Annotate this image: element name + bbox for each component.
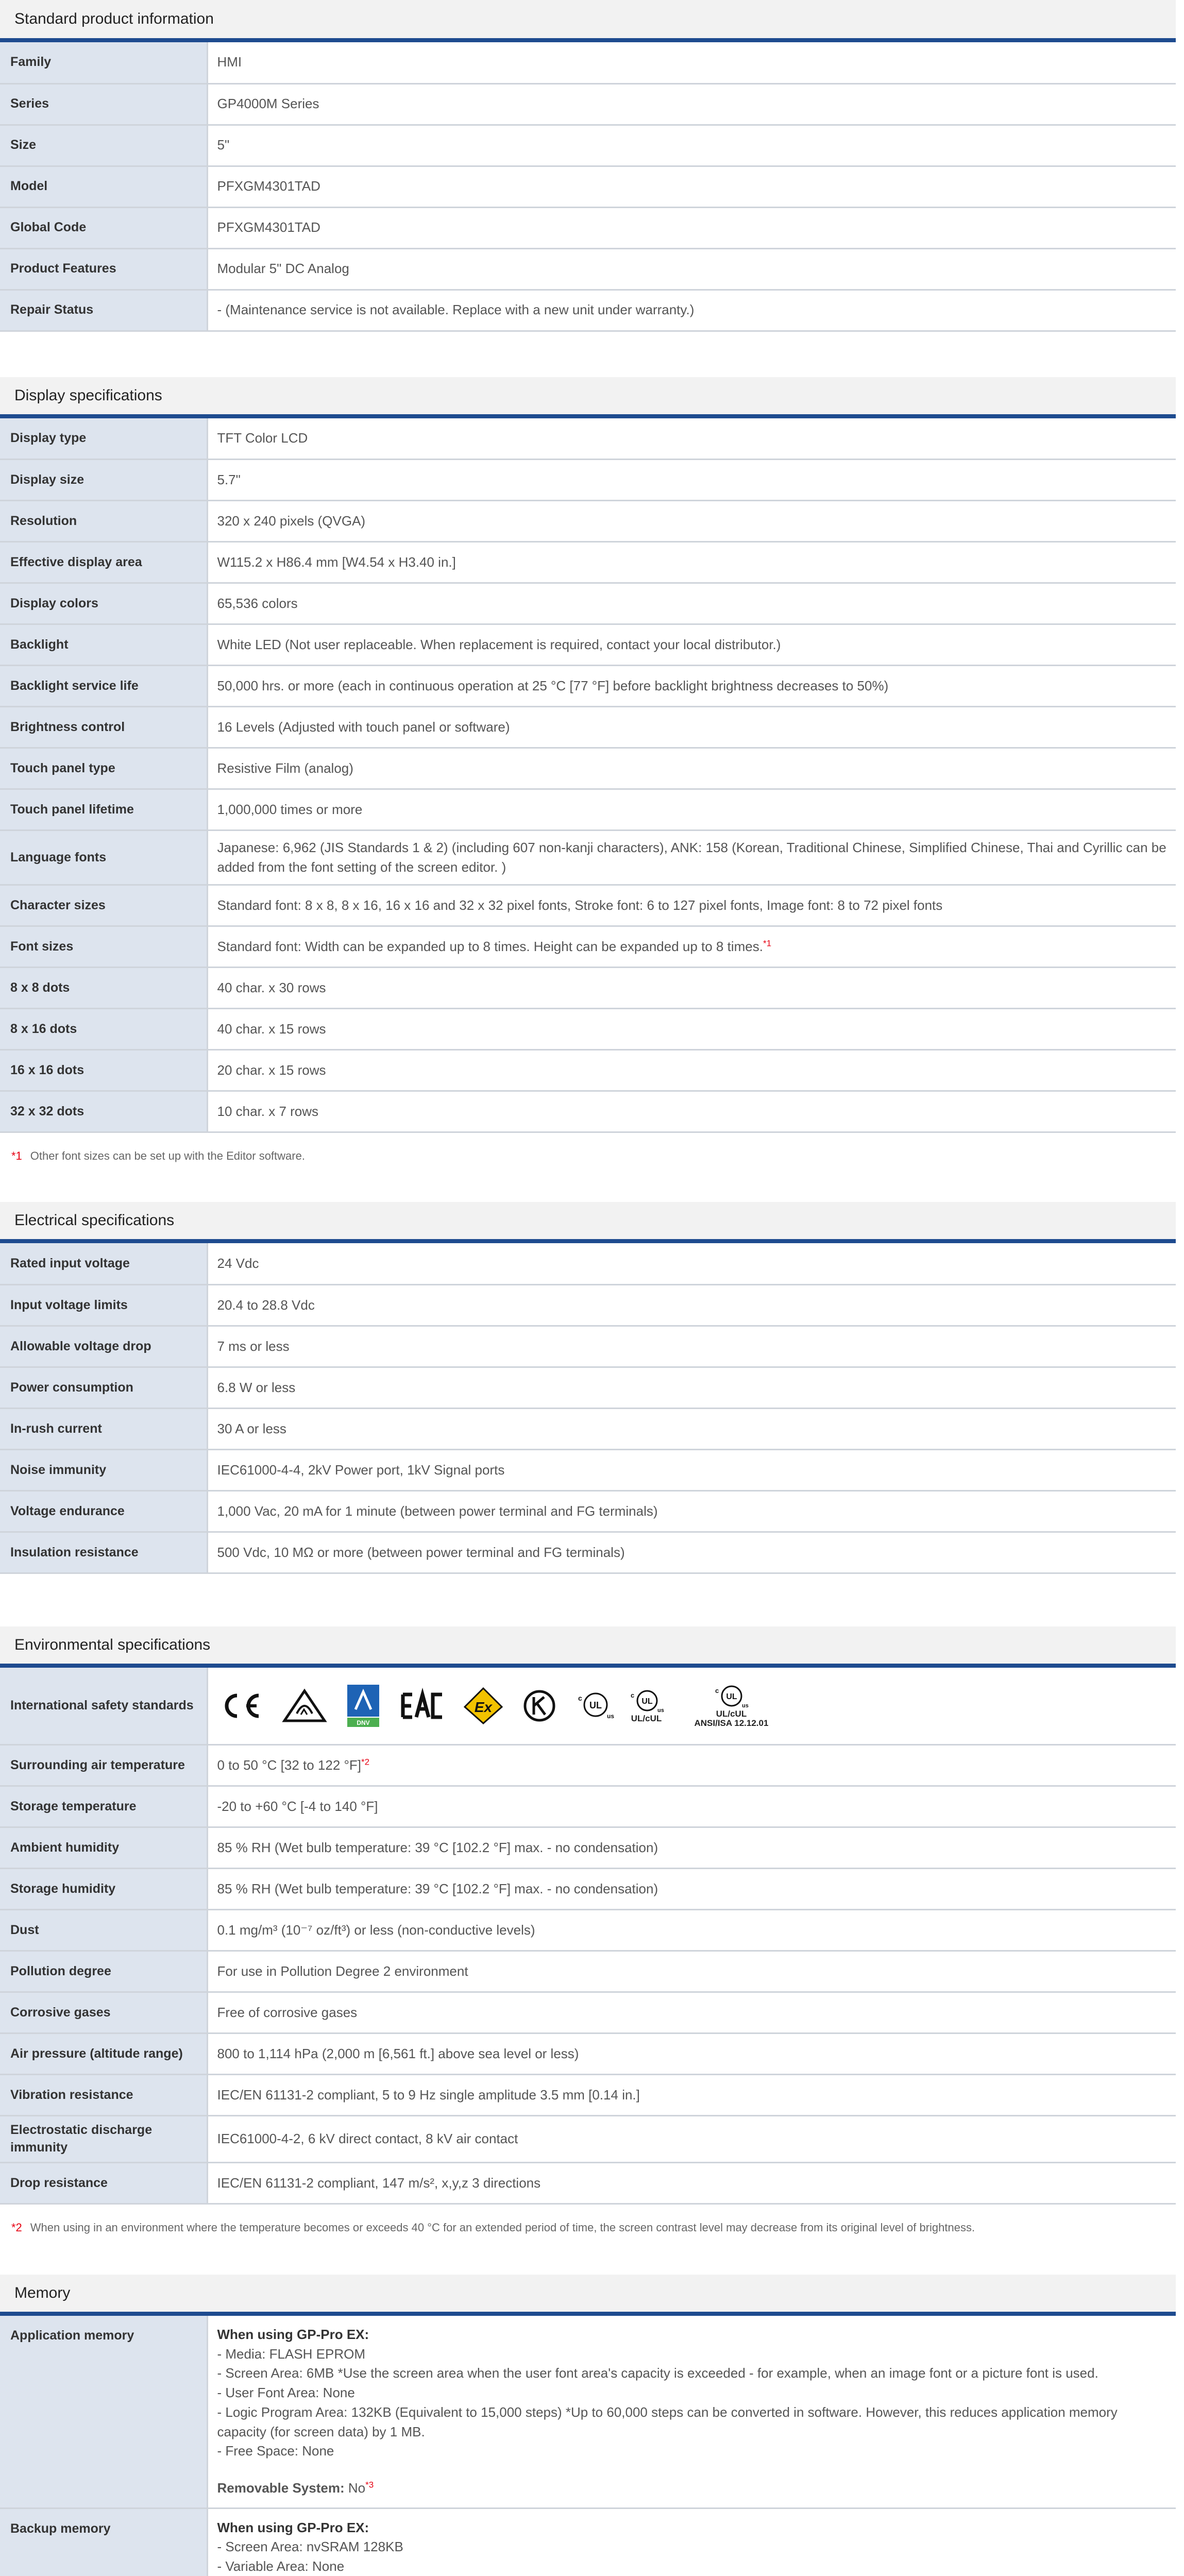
spec-label: Size xyxy=(0,125,207,166)
spec-value-text: Japanese: 6,962 (JIS Standards 1 & 2) (including 607 non-kanji characters), ANK: 158 (Korean, Traditional Chinese, Simplified Chinese, Thai and Cyrillic can be added from the font setting of the screen editor. ) xyxy=(217,840,1166,875)
spec-value-text: 5" xyxy=(217,137,230,153)
memory-line: - Screen Area: 6MB *Use the screen area when the user font area's capacity is exceeded - for example, when an image font or a picture font is used. xyxy=(217,2365,1098,2381)
spec-value-text: 5.7" xyxy=(217,471,241,487)
spec-label: Dust xyxy=(0,1910,207,1951)
svg-text:us: us xyxy=(657,1707,664,1714)
spec-label: Font sizes xyxy=(0,926,207,968)
spec-row xyxy=(0,748,1176,789)
spec-value-text: 50,000 hrs. or more (each in continuous operation at 25 °C [77 °F] before backlight brightness decreases to 50%) xyxy=(217,677,889,693)
spec-label: Display size xyxy=(0,460,207,501)
spec-value xyxy=(207,1910,1176,1951)
spec-label: Effective display area xyxy=(0,542,207,583)
spec-label: Global Code xyxy=(0,207,207,248)
spec-label: Series xyxy=(0,83,207,125)
section-memory-header xyxy=(0,2275,1176,2316)
spec-row xyxy=(0,624,1176,666)
svg-text:c: c xyxy=(715,1686,719,1694)
memory-spec-table xyxy=(0,2316,1176,2576)
spec-value-text: 40 char. x 30 rows xyxy=(217,980,326,996)
spec-value-text: - (Maintenance service is not available. Replace with a new unit under warranty.) xyxy=(217,302,695,318)
spec-label: International safety standards xyxy=(0,1668,207,1745)
memory-line: - User Font Area: None xyxy=(217,2385,355,2401)
spec-row xyxy=(0,1326,1176,1367)
spec-label: Rated input voltage xyxy=(0,1243,207,1284)
svg-text:us: us xyxy=(606,1713,614,1720)
spec-label: Surrounding air temperature xyxy=(0,1745,207,1786)
svg-text:DNV: DNV xyxy=(356,1719,370,1727)
spec-value xyxy=(207,418,1176,460)
spec-value xyxy=(207,542,1176,583)
spec-value xyxy=(207,207,1176,248)
spec-label: 8 x 16 dots xyxy=(0,1009,207,1050)
removable-label: Removable System: xyxy=(217,2480,345,2496)
footnote-mark: *1 xyxy=(11,1149,22,1163)
spec-label: Backup memory xyxy=(0,2508,207,2576)
spec-row-application-memory xyxy=(0,2316,1176,2508)
spec-value-text: 1,000 Vac, 20 mA for 1 minute (between power terminal and FG terminals) xyxy=(217,1503,658,1519)
kc-mark-icon xyxy=(521,1688,557,1724)
cert-caption: UL/cUL xyxy=(631,1713,662,1723)
spec-label: Resolution xyxy=(0,501,207,542)
spec-value-text: 6.8 W or less xyxy=(217,1379,296,1395)
spec-label: 16 x 16 dots xyxy=(0,1050,207,1091)
spec-row xyxy=(0,1490,1176,1532)
ul-cul-mark-icon xyxy=(629,1688,665,1724)
spec-row xyxy=(0,1910,1176,1951)
spec-value-text: Standard font: Width can be expanded up to 8 times. Height can be expanded up to 8 times. xyxy=(217,939,763,955)
spec-label: Character sizes xyxy=(0,885,207,926)
spec-row xyxy=(0,885,1176,926)
spec-value-text: 16 Levels (Adjusted with touch panel or software) xyxy=(217,719,510,735)
spec-value xyxy=(207,1284,1176,1326)
spec-row xyxy=(0,707,1176,748)
spec-value-text: GP4000M Series xyxy=(217,96,319,112)
eac-mark-icon xyxy=(399,1690,445,1721)
ul-listed-mark-icon xyxy=(575,1690,614,1721)
spec-label: Family xyxy=(0,42,207,83)
spec-value-text: 85 % RH (Wet bulb temperature: 39 °C [102.2 °F] max. - no condensation) xyxy=(217,1881,658,1897)
spec-row xyxy=(0,2033,1176,2075)
spec-row xyxy=(0,418,1176,460)
spec-label: Application memory xyxy=(0,2316,207,2508)
spec-value-text: Modular 5" DC Analog xyxy=(217,261,349,277)
note-ref: *3 xyxy=(365,2480,374,2490)
spec-row xyxy=(0,542,1176,583)
section-standard-header xyxy=(0,0,1176,42)
spec-value xyxy=(207,2033,1176,2075)
spec-row xyxy=(0,1408,1176,1449)
spec-value xyxy=(207,1326,1176,1367)
electrical-spec-table xyxy=(0,1243,1176,1574)
spec-value xyxy=(207,1992,1176,2033)
svg-text:us: us xyxy=(742,1702,749,1709)
spec-label: Product Features xyxy=(0,248,207,290)
memory-lines xyxy=(217,2345,1167,2461)
spec-label: Touch panel lifetime xyxy=(0,789,207,831)
spec-row xyxy=(0,1367,1176,1408)
spec-value xyxy=(207,789,1176,831)
removable-value: No xyxy=(348,2480,366,2496)
cert-caption-sub: ANSI/ISA 12.12.01 xyxy=(694,1718,769,1728)
spec-row xyxy=(0,501,1176,542)
spec-label: Voltage endurance xyxy=(0,1490,207,1532)
spec-value-text: 40 char. x 15 rows xyxy=(217,1021,326,1037)
spec-value-text: 30 A or less xyxy=(217,1420,286,1436)
spec-row xyxy=(0,1284,1176,1326)
safety-cert-cell xyxy=(207,1668,1176,1745)
spec-value-text: 24 Vdc xyxy=(217,1255,259,1271)
standard-spec-table xyxy=(0,42,1176,332)
spec-value xyxy=(207,1869,1176,1910)
spec-row xyxy=(0,42,1176,83)
atex-ex-mark-icon xyxy=(463,1686,504,1725)
spec-value-text: 10 char. x 7 rows xyxy=(217,1104,319,1120)
spec-value-text: IEC/EN 61131-2 compliant, 5 to 9 Hz single amplitude 3.5 mm [0.14 in.] xyxy=(217,2087,640,2103)
spec-value-text: TFT Color LCD xyxy=(217,430,308,446)
section-title: Memory xyxy=(14,2284,71,2302)
spec-value-text: 0 to 50 °C [32 to 122 °F] xyxy=(217,1757,362,1773)
spec-value xyxy=(207,583,1176,624)
display-spec-table xyxy=(0,418,1176,1133)
spec-value-text: 320 x 240 pixels (QVGA) xyxy=(217,513,366,529)
spec-value xyxy=(207,831,1176,885)
spec-label: Backlight service life xyxy=(0,666,207,707)
svg-text:UL: UL xyxy=(589,1700,602,1711)
kc-certified-mark-icon xyxy=(345,1683,381,1729)
spec-value-text: PFXGM4301TAD xyxy=(217,178,320,194)
spec-label: Model xyxy=(0,166,207,207)
spec-value-text: IEC61000-4-4, 2kV Power port, 1kV Signal ports xyxy=(217,1462,505,1478)
spec-row xyxy=(0,2162,1176,2204)
spec-value-text: 20 char. x 15 rows xyxy=(217,1062,326,1078)
memory-line: - Screen Area: nvSRAM 128KB xyxy=(217,2539,403,2555)
spec-row xyxy=(0,207,1176,248)
spec-value xyxy=(207,248,1176,290)
spec-row xyxy=(0,2075,1176,2116)
section-title: Standard product information xyxy=(14,10,214,27)
spec-row xyxy=(0,1009,1176,1050)
spec-value-text: 20.4 to 28.8 Vdc xyxy=(217,1297,315,1313)
spec-row xyxy=(0,831,1176,885)
section-environmental-header xyxy=(0,1626,1176,1668)
footnote-text: When using in an environment where the temperature becomes or exceeds 40 °C for an extended period of time, the screen contrast level may decrease from its original level of brightness. xyxy=(30,2221,975,2234)
spec-row xyxy=(0,2116,1176,2163)
spec-row xyxy=(0,1050,1176,1091)
memory-line: - Free Space: None xyxy=(217,2443,334,2459)
spec-label: Repair Status xyxy=(0,290,207,331)
memory-line: - Logic Program Area: 132KB (Equivalent to 15,000 steps) *Up to 60,000 steps can be converted in software. However, this reduces application memory capacity (for screen data) by 1 MB. xyxy=(217,2404,1118,2439)
memory-head: When using GP-Pro EX: xyxy=(217,2327,369,2343)
spec-label: Touch panel type xyxy=(0,748,207,789)
spec-row xyxy=(0,166,1176,207)
spec-value xyxy=(207,460,1176,501)
spec-value xyxy=(207,290,1176,331)
spec-label: Air pressure (altitude range) xyxy=(0,2033,207,2075)
svg-text:c: c xyxy=(578,1694,582,1703)
spec-value-text: W115.2 x H86.4 mm [W4.54 x H3.40 in.] xyxy=(217,554,456,570)
spec-value xyxy=(207,1408,1176,1449)
spec-value-text: IEC/EN 61131-2 compliant, 147 m/s², x,y,z 3 directions xyxy=(217,2175,541,2191)
spec-label: Storage humidity xyxy=(0,1869,207,1910)
spec-value-text: White LED (Not user replaceable. When replacement is required, contact your local distributor.) xyxy=(217,636,781,652)
footnote xyxy=(11,1147,1164,1165)
spec-value-text: 85 % RH (Wet bulb temperature: 39 °C [102.2 °F] max. - no condensation) xyxy=(217,1840,658,1856)
spec-value xyxy=(207,1009,1176,1050)
memory-lines xyxy=(217,2537,1167,2576)
section-title: Electrical specifications xyxy=(14,1212,175,1229)
spec-row xyxy=(0,789,1176,831)
spec-value xyxy=(207,1243,1176,1284)
spec-value-text: Resistive Film (analog) xyxy=(217,760,353,776)
spec-row xyxy=(0,1449,1176,1490)
spec-label: Vibration resistance xyxy=(0,2075,207,2116)
spec-value-text: PFXGM4301TAD xyxy=(217,219,320,235)
footnote xyxy=(11,2219,1164,2236)
ce-mark-icon xyxy=(217,1690,264,1721)
spec-label: Pollution degree xyxy=(0,1951,207,1992)
spec-value-text: 65,536 colors xyxy=(217,595,298,611)
spec-row xyxy=(0,583,1176,624)
spec-label: Ambient humidity xyxy=(0,1827,207,1869)
ul-hazloc-mark-icon xyxy=(695,1684,769,1728)
spec-row xyxy=(0,248,1176,290)
spec-value xyxy=(207,2116,1176,2163)
spec-label: Corrosive gases xyxy=(0,1992,207,2033)
environmental-notes xyxy=(0,2205,1176,2239)
spec-value xyxy=(207,707,1176,748)
spec-label: Brightness control xyxy=(0,707,207,748)
cert-caption: UL/cUL xyxy=(716,1708,747,1719)
spec-row xyxy=(0,1827,1176,1869)
spec-row xyxy=(0,460,1176,501)
spec-value xyxy=(207,1367,1176,1408)
spec-value xyxy=(207,83,1176,125)
spec-row xyxy=(0,968,1176,1009)
spec-value xyxy=(207,501,1176,542)
environmental-spec-table xyxy=(0,1668,1176,2205)
spec-label: Language fonts xyxy=(0,831,207,885)
memory-line: - Media: FLASH EPROM xyxy=(217,2346,366,2362)
spec-row xyxy=(0,1532,1176,1573)
spec-row xyxy=(0,83,1176,125)
spec-label: Power consumption xyxy=(0,1367,207,1408)
spec-label: Display type xyxy=(0,418,207,460)
note-ref: *1 xyxy=(763,938,772,948)
spec-row xyxy=(0,1786,1176,1827)
spec-value xyxy=(207,1532,1176,1573)
spec-value-text: -20 to +60 °C [-4 to 140 °F] xyxy=(217,1799,378,1815)
spec-label: Noise immunity xyxy=(0,1449,207,1490)
spec-label: In-rush current xyxy=(0,1408,207,1449)
spec-value xyxy=(207,926,1176,968)
spec-row xyxy=(0,1243,1176,1284)
spec-label: Backlight xyxy=(0,624,207,666)
section-title: Display specifications xyxy=(14,386,162,404)
footnote-mark: *2 xyxy=(11,2221,22,2234)
spec-row xyxy=(0,125,1176,166)
spec-row xyxy=(0,1992,1176,2033)
spec-value xyxy=(207,1745,1176,1786)
spec-value xyxy=(207,2162,1176,2204)
spec-value xyxy=(207,885,1176,926)
spec-label: Input voltage limits xyxy=(0,1284,207,1326)
memory-line: - Variable Area: None xyxy=(217,2558,345,2574)
spec-label: Insulation resistance xyxy=(0,1532,207,1573)
spec-value-text: Standard font: 8 x 8, 8 x 16, 16 x 16 and 32 x 32 pixel fonts, Stroke font: 6 to 127 pixel fonts, Image font: 8 to 72 pixel fonts xyxy=(217,897,943,913)
spec-label: 32 x 32 dots xyxy=(0,1091,207,1132)
spec-value-text: 1,000,000 times or more xyxy=(217,801,363,817)
spec-value xyxy=(207,748,1176,789)
spec-value-text: 800 to 1,114 hPa (2,000 m [6,561 ft.] above sea level or less) xyxy=(217,2046,579,2062)
spec-value xyxy=(207,624,1176,666)
spec-value xyxy=(207,125,1176,166)
spec-value-text: IEC61000-4-2, 6 kV direct contact, 8 kV air contact xyxy=(217,2131,518,2147)
spec-value-text: 0.1 mg/m³ (10⁻⁷ oz/ft³) or less (non-conductive levels) xyxy=(217,1922,535,1938)
svg-text:Ex: Ex xyxy=(474,1699,492,1716)
spec-row xyxy=(0,926,1176,968)
rcm-mark-icon xyxy=(281,1688,328,1724)
backup-memory-value xyxy=(207,2508,1176,2576)
footnote-text: Other font sizes can be set up with the Editor software. xyxy=(30,1149,305,1163)
svg-text:UL: UL xyxy=(726,1692,738,1701)
svg-text:c: c xyxy=(630,1691,634,1699)
spec-value xyxy=(207,42,1176,83)
spec-value xyxy=(207,1786,1176,1827)
spec-row xyxy=(0,1951,1176,1992)
section-title: Environmental specifications xyxy=(14,1636,211,1653)
spec-value xyxy=(207,968,1176,1009)
section-display-header xyxy=(0,377,1176,418)
spec-label: 8 x 8 dots xyxy=(0,968,207,1009)
spec-value xyxy=(207,666,1176,707)
spec-value-text: 500 Vdc, 10 MΩ or more (between power terminal and FG terminals) xyxy=(217,1544,625,1560)
spec-label: Storage temperature xyxy=(0,1786,207,1827)
application-memory-value xyxy=(207,2316,1176,2508)
spec-value xyxy=(207,1050,1176,1091)
section-electrical-header xyxy=(0,1202,1176,1243)
spec-value-text: HMI xyxy=(217,54,242,70)
spec-value xyxy=(207,1449,1176,1490)
spec-value xyxy=(207,166,1176,207)
memory-head: When using GP-Pro EX: xyxy=(217,2519,369,2535)
spec-value xyxy=(207,1091,1176,1132)
cert-logos xyxy=(217,1680,1167,1732)
spec-label: Allowable voltage drop xyxy=(0,1326,207,1367)
svg-text:UL: UL xyxy=(641,1697,653,1706)
note-ref: *2 xyxy=(361,1757,370,1767)
spec-label: Electrostatic discharge immunity xyxy=(0,2116,207,2163)
spec-label: Display colors xyxy=(0,583,207,624)
spec-row xyxy=(0,1869,1176,1910)
spec-value xyxy=(207,1490,1176,1532)
display-notes xyxy=(0,1133,1176,1167)
spec-value xyxy=(207,1951,1176,1992)
spec-row xyxy=(0,1091,1176,1132)
spec-row xyxy=(0,1745,1176,1786)
spec-value xyxy=(207,2075,1176,2116)
spec-value-text: Free of corrosive gases xyxy=(217,2005,358,2021)
spec-row xyxy=(0,290,1176,331)
spec-row-backup-memory xyxy=(0,2508,1176,2576)
spec-value-text: 7 ms or less xyxy=(217,1338,290,1354)
spec-row-safety xyxy=(0,1668,1176,1745)
spec-value-text: For use in Pollution Degree 2 environment xyxy=(217,1963,468,1979)
spec-label: Drop resistance xyxy=(0,2162,207,2204)
spec-row xyxy=(0,666,1176,707)
removable-system xyxy=(217,2479,1167,2498)
spec-value xyxy=(207,1827,1176,1869)
